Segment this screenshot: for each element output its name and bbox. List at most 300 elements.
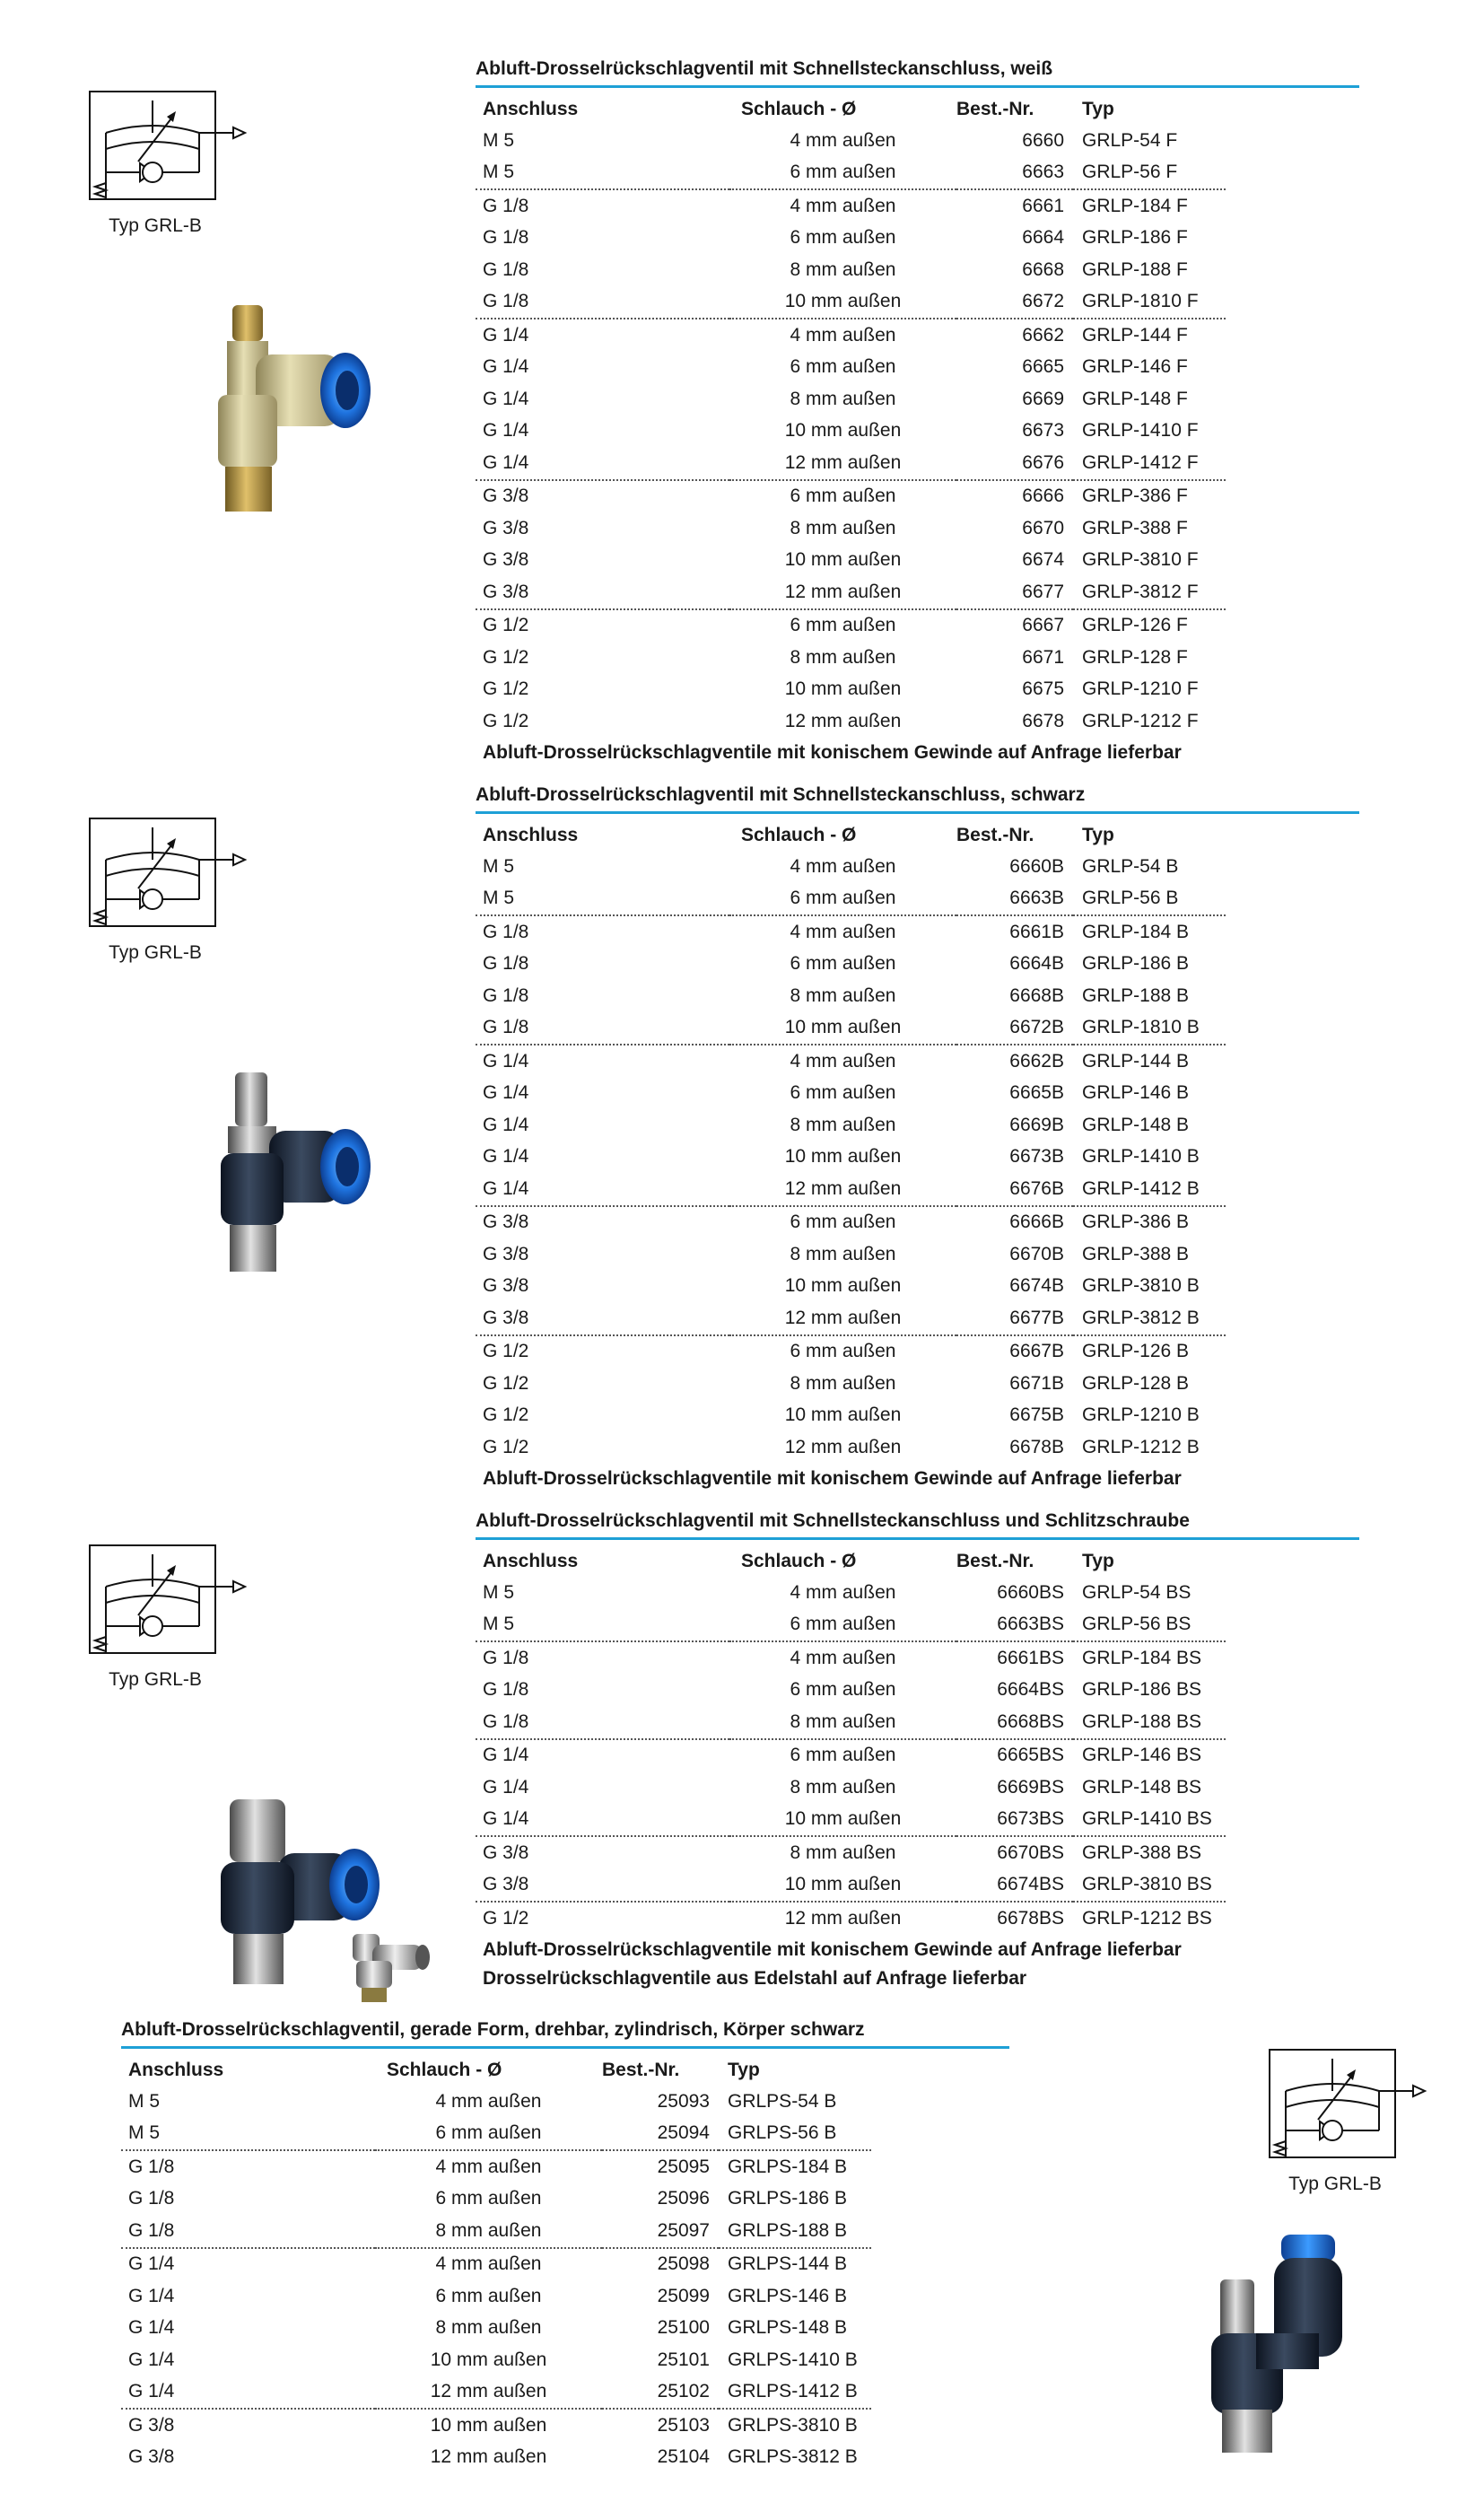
- product-photo-white-fitting: [202, 301, 395, 521]
- cell-anschluss: M 5: [483, 888, 515, 909]
- cell-anschluss: G 3/8: [476, 1206, 729, 1239]
- table-header-row: [476, 1545, 1226, 1577]
- cell-schlauch: 8 mm außen: [790, 1243, 896, 1264]
- cell-best-nr: 25098: [602, 2248, 719, 2281]
- table-row: [476, 1142, 1226, 1174]
- cell-typ: GRLP-1410 F: [1082, 420, 1199, 442]
- cell-schlauch: 6 mm außen: [790, 356, 896, 378]
- header-schlauch: Schlauch - Ø: [741, 824, 857, 845]
- cell-schlauch: 8 mm außen: [790, 984, 896, 1006]
- table-header-row: [476, 819, 1226, 851]
- table-note: Drosselrückschlagventile aus Edelstahl auf Anfrage lieferbar: [483, 1967, 1027, 1989]
- cell-typ: GRLP-386 F: [1073, 480, 1226, 513]
- valve-symbol: [88, 90, 249, 237]
- table-row: [476, 1173, 1226, 1206]
- cell-anschluss: G 1/4: [476, 1739, 729, 1772]
- cell-anschluss: M 5: [483, 1614, 515, 1635]
- product-photo-black-fitting: [206, 1063, 395, 1279]
- table-row: [476, 1271, 1226, 1303]
- cell-anschluss: G 1/2: [476, 609, 729, 643]
- table-row: [476, 383, 1226, 416]
- section-title: Abluft-Drosselrückschlagventil mit Schnellsteckanschluss, schwarz: [476, 784, 1359, 814]
- cell-anschluss: G 1/2: [483, 1404, 529, 1426]
- symbol-caption: Typ GRL-B: [1288, 2174, 1382, 2194]
- cell-schlauch: 4 mm außen: [790, 129, 896, 151]
- table-row: [476, 416, 1226, 448]
- table-body: [476, 1577, 1226, 1935]
- cell-schlauch: 4 mm außen: [375, 2150, 602, 2183]
- notes: [476, 739, 1359, 766]
- cell-best-nr: 6678B: [1009, 1436, 1064, 1457]
- cell-anschluss: G 1/2: [483, 1372, 529, 1394]
- table-row: [476, 1206, 1226, 1239]
- cell-schlauch: 4 mm außen: [790, 1581, 896, 1603]
- cell-schlauch: 8 mm außen: [790, 1710, 896, 1732]
- header-anschluss: Anschluss: [483, 98, 579, 119]
- table-row: [121, 2442, 871, 2474]
- flow-control-valve-icon: [1268, 2048, 1429, 2169]
- cell-anschluss: M 5: [483, 1581, 515, 1603]
- cell-best-nr: 6672B: [1009, 1017, 1064, 1038]
- cell-typ: GRLP-188 BS: [1082, 1710, 1202, 1732]
- cell-anschluss: G 3/8: [476, 1836, 729, 1869]
- table-row: [476, 223, 1226, 255]
- cell-typ: GRLP-56 F: [1082, 162, 1178, 183]
- table-row: [476, 545, 1226, 577]
- table-body: [476, 125, 1226, 738]
- cell-best-nr: 6661: [956, 189, 1073, 223]
- cell-best-nr: 25096: [657, 2188, 710, 2209]
- table-row: [476, 286, 1226, 319]
- cell-schlauch: 4 mm außen: [729, 189, 956, 223]
- cell-best-nr: 6671: [1022, 646, 1064, 668]
- cell-best-nr: 6674B: [1009, 1275, 1064, 1297]
- section-title: Abluft-Drosselrückschlagventil mit Schnellsteckanschluss und Schlitzschraube: [476, 1510, 1359, 1540]
- flow-control-valve-icon: [88, 817, 249, 938]
- cell-anschluss: G 1/4: [128, 2285, 175, 2306]
- symbol-caption: Typ GRL-B: [109, 1669, 202, 1690]
- cell-best-nr: 25099: [657, 2285, 710, 2306]
- cell-schlauch: 10 mm außen: [784, 1874, 902, 1895]
- cell-anschluss: G 3/8: [483, 549, 529, 571]
- cell-schlauch: 6 mm außen: [729, 609, 956, 643]
- cell-best-nr: 6668B: [1009, 984, 1064, 1006]
- cell-typ: GRLP-144 F: [1073, 319, 1226, 352]
- cell-anschluss: G 3/8: [483, 581, 529, 602]
- cell-typ: GRLP-1810 B: [1082, 1017, 1200, 1038]
- table-row: [476, 1400, 1226, 1432]
- cell-best-nr: 25102: [657, 2381, 710, 2402]
- cell-typ: GRLPS-186 B: [728, 2188, 848, 2209]
- cell-schlauch: 10 mm außen: [784, 420, 902, 442]
- cell-typ: GRLPS-184 B: [719, 2150, 871, 2183]
- cell-schlauch: 10 mm außen: [430, 2349, 547, 2370]
- cell-best-nr: 6666B: [956, 1206, 1073, 1239]
- table-row: [476, 980, 1226, 1012]
- cell-typ: GRLP-3812 F: [1082, 581, 1199, 602]
- header-best-nr: Best.-Nr.: [956, 1550, 1034, 1571]
- table-row: [476, 125, 1226, 157]
- cell-best-nr: 6673: [1022, 420, 1064, 442]
- cell-typ: GRLP-3810 BS: [1082, 1874, 1212, 1895]
- cell-typ: GRLP-388 BS: [1073, 1836, 1226, 1869]
- cell-typ: GRLP-3812 B: [1082, 1307, 1200, 1328]
- cell-anschluss: G 1/4: [483, 451, 529, 473]
- cell-anschluss: G 1/8: [476, 189, 729, 223]
- cell-anschluss: G 1/4: [483, 1808, 529, 1830]
- cell-anschluss: G 1/8: [128, 2219, 175, 2241]
- cell-best-nr: 6665B: [1009, 1082, 1064, 1104]
- cell-best-nr: 6671B: [1009, 1372, 1064, 1394]
- cell-schlauch: 4 mm außen: [729, 1045, 956, 1078]
- table-row: [476, 189, 1226, 223]
- cell-typ: GRLP-1212 F: [1082, 710, 1199, 731]
- cell-anschluss: G 1/4: [483, 1177, 529, 1199]
- cell-anschluss: G 1/4: [476, 1045, 729, 1078]
- table-row: [476, 1045, 1226, 1078]
- cell-best-nr: 25097: [657, 2219, 710, 2241]
- cell-best-nr: 6678BS: [956, 1902, 1073, 1935]
- table-row: [121, 2313, 871, 2345]
- cell-typ: GRLP-146 BS: [1073, 1739, 1226, 1772]
- table-row: [476, 1804, 1226, 1837]
- cell-schlauch: 6 mm außen: [435, 2188, 542, 2209]
- header-best-nr: Best.-Nr.: [956, 824, 1034, 845]
- cell-typ: GRLP-184 F: [1073, 189, 1226, 223]
- cell-typ: GRLP-56 B: [1082, 888, 1179, 909]
- header-anschluss: Anschluss: [483, 824, 579, 845]
- cell-typ: GRLP-186 BS: [1082, 1679, 1202, 1701]
- cell-best-nr: 6662B: [956, 1045, 1073, 1078]
- notes: [476, 1465, 1359, 1492]
- cell-typ: GRLPS-54 B: [728, 2090, 837, 2112]
- table-row: [476, 1368, 1226, 1400]
- table-row: [476, 1641, 1226, 1675]
- table-row: [121, 2248, 871, 2281]
- table-note: Abluft-Drosselrückschlagventile mit konischem Gewinde auf Anfrage lieferbar: [483, 741, 1182, 763]
- table-row: [476, 1431, 1226, 1464]
- table-row: [476, 949, 1226, 981]
- cell-best-nr: 6668: [1022, 258, 1064, 280]
- cell-typ: GRLP-1212 BS: [1073, 1902, 1226, 1935]
- cell-anschluss: G 1/8: [476, 1641, 729, 1675]
- cell-typ: GRLP-126 B: [1073, 1335, 1226, 1369]
- cell-typ: GRLP-148 F: [1082, 388, 1188, 409]
- table-row: [476, 1302, 1226, 1335]
- cell-typ: GRLP-1412 F: [1082, 451, 1199, 473]
- cell-best-nr: 25093: [657, 2090, 710, 2112]
- header-anschluss: Anschluss: [128, 2059, 224, 2080]
- cell-schlauch: 8 mm außen: [435, 2317, 542, 2339]
- cell-best-nr: 6665BS: [956, 1739, 1073, 1772]
- table-row: [476, 1238, 1226, 1271]
- cell-best-nr: 6674BS: [997, 1874, 1064, 1895]
- cell-anschluss: G 1/8: [476, 915, 729, 949]
- header-best-nr: Best.-Nr.: [956, 98, 1034, 119]
- cell-anschluss: G 3/8: [483, 517, 529, 538]
- spec-table: [121, 2054, 871, 2473]
- table-row: [476, 1109, 1226, 1142]
- table-row: [476, 480, 1226, 513]
- table-row: [476, 642, 1226, 674]
- cell-best-nr: 6664BS: [997, 1679, 1064, 1701]
- cell-best-nr: 6670B: [1009, 1243, 1064, 1264]
- cell-typ: GRLPS-1410 B: [728, 2349, 858, 2370]
- cell-typ: GRLP-1410 BS: [1082, 1808, 1212, 1830]
- table-section-white: [476, 58, 1359, 766]
- cell-anschluss: G 1/2: [483, 710, 529, 731]
- cell-anschluss: G 1/8: [483, 953, 529, 975]
- table-row: [476, 1739, 1226, 1772]
- table-row: [476, 1902, 1226, 1935]
- cell-best-nr: 6670: [1022, 517, 1064, 538]
- cell-anschluss: G 1/8: [483, 258, 529, 280]
- cell-best-nr: 6660B: [1009, 855, 1064, 877]
- cell-typ: GRLP-144 B: [1073, 1045, 1226, 1078]
- header-typ: Typ: [1082, 824, 1114, 845]
- symbol-caption: Typ GRL-B: [109, 942, 202, 963]
- cell-typ: GRLPS-3810 B: [719, 2409, 871, 2442]
- valve-symbol: [88, 1544, 249, 1691]
- cell-typ: GRLP-148 BS: [1082, 1776, 1202, 1798]
- cell-typ: GRLP-56 BS: [1082, 1614, 1192, 1635]
- cell-typ: GRLP-1412 B: [1082, 1177, 1200, 1199]
- cell-best-nr: 6675: [1022, 678, 1064, 700]
- cell-schlauch: 4 mm außen: [729, 915, 956, 949]
- cell-schlauch: 6 mm außen: [729, 480, 956, 513]
- valve-symbol: [1268, 2048, 1429, 2195]
- cell-anschluss: G 1/4: [483, 1082, 529, 1104]
- table-row: [476, 1706, 1226, 1739]
- cell-best-nr: 6673BS: [997, 1808, 1064, 1830]
- cell-typ: GRLP-184 B: [1073, 915, 1226, 949]
- cell-schlauch: 6 mm außen: [729, 1739, 956, 1772]
- cell-anschluss: G 1/2: [483, 678, 529, 700]
- cell-schlauch: 6 mm außen: [790, 162, 896, 183]
- cell-anschluss: G 1/8: [483, 1679, 529, 1701]
- cell-best-nr: 6667: [956, 609, 1073, 643]
- flow-control-valve-icon: [88, 90, 249, 211]
- table-row: [121, 2376, 871, 2410]
- cell-typ: GRLPS-146 B: [728, 2285, 848, 2306]
- cell-typ: GRLP-188 B: [1082, 984, 1190, 1006]
- cell-best-nr: 6661BS: [956, 1641, 1073, 1675]
- cell-typ: GRLP-3810 F: [1082, 549, 1199, 571]
- cell-schlauch: 6 mm außen: [790, 1614, 896, 1635]
- cell-best-nr: 6676B: [1009, 1177, 1064, 1199]
- cell-best-nr: 6678: [1022, 710, 1064, 731]
- cell-anschluss: G 1/8: [128, 2188, 175, 2209]
- cell-schlauch: 8 mm außen: [790, 1372, 896, 1394]
- cell-best-nr: 6673B: [1009, 1146, 1064, 1168]
- cell-typ: GRLP-128 B: [1082, 1372, 1190, 1394]
- cell-anschluss: G 1/4: [483, 1776, 529, 1798]
- cell-typ: GRLP-1210 F: [1082, 678, 1199, 700]
- cell-anschluss: G 1/4: [128, 2349, 175, 2370]
- cell-schlauch: 10 mm außen: [784, 1275, 902, 1297]
- cell-schlauch: 4 mm außen: [729, 1641, 956, 1675]
- cell-best-nr: 6669BS: [997, 1776, 1064, 1798]
- cell-schlauch: 12 mm außen: [784, 1436, 902, 1457]
- table-row: [476, 883, 1226, 916]
- cell-typ: GRLP-146 F: [1082, 356, 1188, 378]
- cell-schlauch: 10 mm außen: [784, 1808, 902, 1830]
- cell-anschluss: G 1/4: [121, 2248, 375, 2281]
- spec-table: [476, 1545, 1226, 1935]
- table-header-row: [121, 2054, 871, 2086]
- cell-anschluss: G 1/4: [483, 420, 529, 442]
- cell-typ: GRLP-146 B: [1082, 1082, 1190, 1104]
- cell-anschluss: G 1/2: [483, 646, 529, 668]
- cell-anschluss: G 3/8: [483, 1243, 529, 1264]
- cell-typ: GRLP-388 F: [1082, 517, 1188, 538]
- cell-best-nr: 25095: [602, 2150, 719, 2183]
- table-row: [121, 2215, 871, 2248]
- cell-best-nr: 6662: [956, 319, 1073, 352]
- cell-typ: GRLP-188 F: [1082, 258, 1188, 280]
- flow-control-valve-icon: [88, 1544, 249, 1665]
- table-row: [476, 1609, 1226, 1642]
- product-photo-stainless-fitting: [345, 1925, 435, 2006]
- cell-schlauch: 6 mm außen: [790, 1679, 896, 1701]
- cell-anschluss: M 5: [483, 129, 515, 151]
- cell-anschluss: G 1/8: [121, 2150, 375, 2183]
- cell-schlauch: 6 mm außen: [790, 888, 896, 909]
- cell-schlauch: 12 mm außen: [784, 710, 902, 731]
- cell-best-nr: 25101: [657, 2349, 710, 2370]
- cell-anschluss: M 5: [483, 855, 515, 877]
- cell-typ: GRLPS-56 B: [728, 2122, 837, 2144]
- cell-typ: GRLP-1810 F: [1082, 291, 1199, 312]
- table-body: [121, 2086, 871, 2473]
- table-row: [476, 157, 1226, 190]
- cell-schlauch: 12 mm außen: [784, 1177, 902, 1199]
- cell-typ: GRLP-186 F: [1082, 227, 1188, 249]
- cell-best-nr: 6667B: [956, 1335, 1073, 1369]
- cell-best-nr: 6663BS: [997, 1614, 1064, 1635]
- cell-anschluss: G 3/8: [121, 2409, 375, 2442]
- cell-schlauch: 4 mm außen: [435, 2090, 542, 2112]
- header-schlauch: Schlauch - Ø: [741, 98, 857, 119]
- cell-anschluss: G 3/8: [128, 2446, 175, 2468]
- cell-typ: GRLP-3810 B: [1082, 1275, 1200, 1297]
- table-row: [476, 705, 1226, 738]
- cell-anschluss: G 1/2: [476, 1902, 729, 1935]
- table-row: [121, 2118, 871, 2151]
- table-row: [476, 851, 1226, 883]
- cell-schlauch: 6 mm außen: [729, 1335, 956, 1369]
- cell-schlauch: 10 mm außen: [784, 1017, 902, 1038]
- cell-schlauch: 8 mm außen: [790, 1114, 896, 1135]
- cell-anschluss: G 1/8: [483, 291, 529, 312]
- cell-typ: GRLPS-3812 B: [728, 2446, 858, 2468]
- header-typ: Typ: [1082, 98, 1114, 119]
- cell-typ: GRLP-1410 B: [1082, 1146, 1200, 1168]
- cell-anschluss: M 5: [483, 162, 515, 183]
- cell-schlauch: 12 mm außen: [430, 2381, 547, 2402]
- cell-schlauch: 10 mm außen: [375, 2409, 602, 2442]
- spec-table: [476, 93, 1226, 738]
- cell-schlauch: 8 mm außen: [790, 517, 896, 538]
- cell-anschluss: M 5: [128, 2090, 161, 2112]
- cell-anschluss: G 3/8: [483, 1307, 529, 1328]
- cell-schlauch: 4 mm außen: [375, 2248, 602, 2281]
- cell-schlauch: 10 mm außen: [784, 291, 902, 312]
- cell-schlauch: 4 mm außen: [729, 319, 956, 352]
- header-typ: Typ: [1082, 1550, 1114, 1571]
- cell-schlauch: 6 mm außen: [435, 2122, 542, 2144]
- table-section-straight: [121, 2019, 1009, 2473]
- table-note: Abluft-Drosselrückschlagventile mit konischem Gewinde auf Anfrage lieferbar: [483, 1467, 1182, 1489]
- cell-best-nr: 25104: [657, 2446, 710, 2468]
- symbol-caption: Typ GRL-B: [109, 215, 202, 236]
- table-row: [476, 447, 1226, 480]
- cell-anschluss: G 1/8: [483, 227, 529, 249]
- cell-best-nr: 6670BS: [956, 1836, 1073, 1869]
- cell-typ: GRLPS-1412 B: [728, 2381, 858, 2402]
- table-row: [121, 2183, 871, 2216]
- cell-best-nr: 6660BS: [997, 1581, 1064, 1603]
- notes: [476, 1937, 1359, 1992]
- cell-best-nr: 25103: [602, 2409, 719, 2442]
- cell-best-nr: 25094: [657, 2122, 710, 2144]
- cell-schlauch: 6 mm außen: [790, 953, 896, 975]
- cell-best-nr: 6675B: [1009, 1404, 1064, 1426]
- cell-best-nr: 6663B: [1009, 888, 1064, 909]
- table-row: [121, 2409, 871, 2442]
- cell-anschluss: G 1/8: [483, 1710, 529, 1732]
- cell-schlauch: 8 mm außen: [790, 1776, 896, 1798]
- cell-anschluss: G 1/8: [483, 1017, 529, 1038]
- table-row: [476, 352, 1226, 384]
- cell-schlauch: 12 mm außen: [784, 581, 902, 602]
- cell-typ: GRLP-386 B: [1073, 1206, 1226, 1239]
- table-row: [476, 915, 1226, 949]
- header-schlauch: Schlauch - Ø: [387, 2059, 502, 2080]
- table-row: [121, 2086, 871, 2118]
- cell-anschluss: G 3/8: [483, 1874, 529, 1895]
- cell-typ: GRLP-388 B: [1082, 1243, 1190, 1264]
- cell-best-nr: 6665: [1022, 356, 1064, 378]
- table-row: [476, 1675, 1226, 1707]
- cell-typ: GRLPS-144 B: [719, 2248, 871, 2281]
- cell-anschluss: G 1/2: [476, 1335, 729, 1369]
- cell-typ: GRLP-126 F: [1073, 609, 1226, 643]
- valve-symbol: [88, 817, 249, 964]
- table-section-slotted: [476, 1510, 1359, 1992]
- table-row: [121, 2280, 871, 2313]
- cell-anschluss: G 3/8: [483, 1275, 529, 1297]
- cell-best-nr: 6663: [1022, 162, 1064, 183]
- table-row: [476, 319, 1226, 352]
- table-body: [476, 851, 1226, 1464]
- cell-schlauch: 6 mm außen: [729, 1206, 956, 1239]
- cell-schlauch: 4 mm außen: [790, 855, 896, 877]
- cell-schlauch: 10 mm außen: [784, 678, 902, 700]
- cell-typ: GRLP-54 BS: [1082, 1581, 1192, 1603]
- table-row: [476, 254, 1226, 286]
- cell-best-nr: 6668BS: [997, 1710, 1064, 1732]
- cell-anschluss: G 1/4: [483, 356, 529, 378]
- cell-schlauch: 12 mm außen: [430, 2446, 547, 2468]
- cell-schlauch: 8 mm außen: [435, 2219, 542, 2241]
- cell-best-nr: 6677: [1022, 581, 1064, 602]
- cell-best-nr: 6669: [1022, 388, 1064, 409]
- cell-anschluss: G 1/4: [483, 1114, 529, 1135]
- table-row: [476, 1836, 1226, 1869]
- table-header-row: [476, 93, 1226, 125]
- cell-anschluss: G 1/4: [476, 319, 729, 352]
